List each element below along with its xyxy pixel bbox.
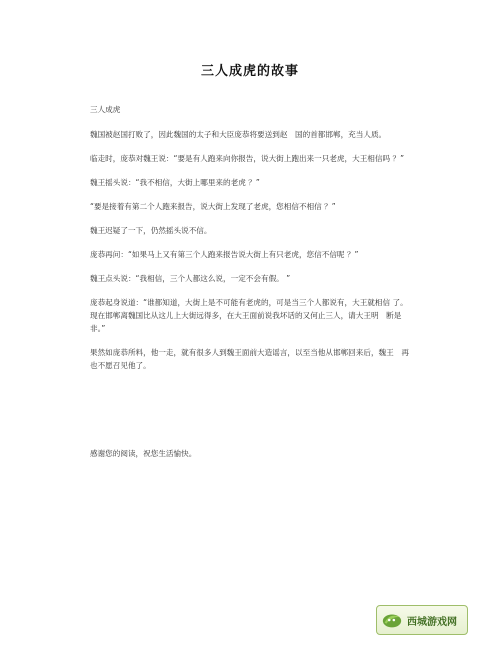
paragraph: 庞恭再问：“如果马上又有第三个人跑来报告说大街上有只老虎，您信不信呢 ？” [90,250,359,259]
document-subtitle: 三人成虎 [90,105,121,114]
paragraph: 临走时，庞恭对魏王说：“要是有人跑来向你报告，说大街上跑出来一只老虎，大王相信吗 ？” [90,154,405,163]
watermark-text: 西城游戏网 [407,616,457,628]
paragraph: “要是接着有第二个人跑来报告，说大街上发现了老虎，您相信不相信 ？” [90,202,336,211]
closing-line: 感谢您的阅读，祝您生活愉快。 [90,449,197,458]
paragraph: 魏王摇头说：“我不相信，大街上哪里来的老虎 ？” [90,178,260,187]
leaf-logo-icon [381,609,403,631]
document-body [90,103,412,383]
site-watermark[interactable] [376,605,468,635]
paragraph: 魏王点头说：“我相信，三个人都这么说，一定不会有假。 ” [90,274,291,283]
paragraph: 果然如庞恭所料，他一走，就有很多人到魏王面前大造谣言，以至当他从邯郸回来后，魏王 再也不愿召见他了。 [90,348,409,370]
paragraph: 魏国被赵国打败了，因此魏国的太子和大臣庞恭将要送到赵 国的首都邯郸，充当人质。 [90,130,387,139]
document-title: 三人成虎的故事 [200,64,299,79]
paragraph: 魏王迟疑了一下，仍然摇头说不信。 [90,226,212,235]
paragraph: 庞恭起身说道：“谁都知道，大街上是不可能有老虎的，可是当三个人都说有，大王就相信 了。现在邯郸离魏国比从这儿上大街远得多，在大王面前说我坏话的又何止三人，请大王明 断是非。” [90,298,408,333]
